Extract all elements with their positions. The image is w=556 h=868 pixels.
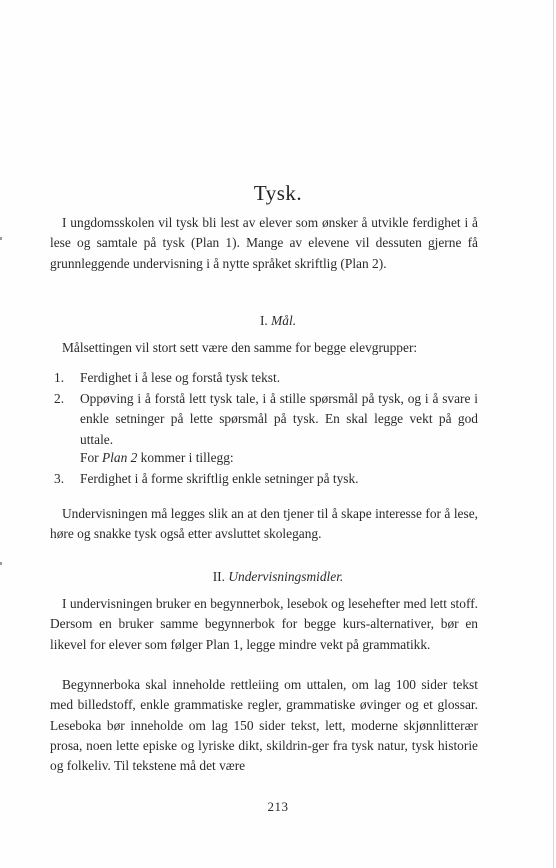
materials-paragraph-2: Begynnerboka skal inneholde rettleiing om uttalen, om lag 100 sider tekst med billedstoff, enkle grammatiske regler, grammatiske øvinger og et glossar. Leseboka bør inneholde om lag 150 sider tekst, lett, moderne skjønnlitterær prosa, noen lette episke og lyriske dikt, skildrin-ger fra tysk natur, tysk historie og folkeliv. Til tekstene må det være [50,677,478,774]
section-title: Undervisningsmidler. [228,569,344,584]
left-edge-mark [0,562,2,565]
list-item-text: Oppøving i å forstå lett tysk tale, i å stille spørsmål på tysk, og i å svare i enkle setninger på lette spørsmål på tysk. En skal legge vekt på god uttale. [80,391,478,447]
page-number: 213 [267,799,289,814]
plan-note-prefix: For [80,450,99,465]
list-item-text: Ferdighet i å forme skriftlig enkle setninger på tysk. [80,471,359,486]
list-item [50,389,478,450]
goal-closing-paragraph: Undervisningen må legges slik an at den tjener til å skape interesse for å lese, høre og snakke tysk også etter avsluttet skolegang. [50,506,478,542]
list-item-number: 3. [54,471,65,486]
goal-lead-paragraph: Målsettingen vil stort sett være den samme for begge elevgrupper: [62,340,418,355]
section-number: II. [212,569,225,584]
list-item [50,469,478,489]
section-heading-undervisningsmidler [0,567,556,587]
list-item [50,368,478,388]
materials-paragraph-1: I undervisningen bruker en begynnerbok, lesebok og lesehefter med lett stoff. Dersom en bruker samme begynnerbok for begge kurs-alternativer, bør en likevel for elever som følger Plan 1, legge mindre vekt på grammatikk. [50,596,478,652]
section-title: Mål. [271,313,297,328]
left-edge-mark [0,237,2,240]
section-heading-maal [0,311,556,331]
plan-note-suffix: kommer i tillegg: [140,450,234,465]
intro-paragraph: I ungdomsskolen vil tysk bli lest av elever som ønsker å utvikle ferdighet i å lese og samtale på tysk (Plan 1). Mange av elevene vil dessuten gjerne få grunnleggende undervisning i å nytte språket skriftlig (Plan 2). [50,215,478,271]
list-item-number: 1. [54,370,65,385]
list-item-text: Ferdighet i å lese og forstå tysk tekst. [80,370,281,385]
plan-note-plan: Plan 2 [101,450,138,465]
list-item-number: 2. [54,391,65,406]
plan-note [80,448,478,468]
page-title: Tysk. [253,181,303,205]
section-number: I. [259,313,268,328]
